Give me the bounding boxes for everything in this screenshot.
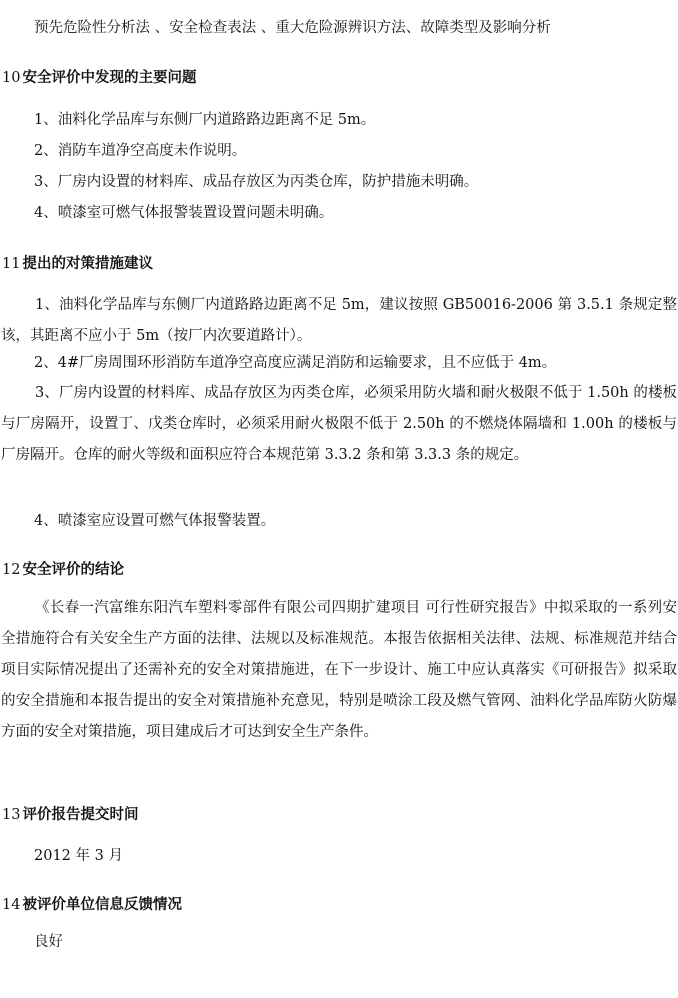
section-10-heading xyxy=(0,68,678,88)
list-item: 2、消防车道净空高度未作说明。 xyxy=(34,143,247,159)
section-number: 10 xyxy=(2,70,21,86)
submission-date: 2012 年 3 月 xyxy=(34,848,123,864)
methods-line: 预先危险性分析法 、安全检查表法 、重大危险源辨识方法、故障类型及影响分析 xyxy=(34,20,551,36)
section-number: 11 xyxy=(2,256,21,272)
list-item: 3、厂房内设置的材料库、成品存放区为丙类仓库，防护措施未明确。 xyxy=(34,174,479,190)
section-title: 评价报告提交时间 xyxy=(22,807,139,823)
section-title: 提出的对策措施建议 xyxy=(22,256,153,272)
section-13-heading xyxy=(0,805,678,825)
list-item: 1、油料化学品库与东侧厂内道路路边距离不足 5m，建议按照 GB50016-2006 第 3.5.1 条规定整该，其距离不应小于 5m（按厂内次要道路计）。 xyxy=(1,297,677,344)
section-number: 12 xyxy=(2,562,21,578)
section-14-heading xyxy=(0,895,678,915)
section-title: 安全评价中发现的主要问题 xyxy=(22,70,197,86)
list-item: 1、油料化学品库与东侧厂内道路路边距离不足 5m。 xyxy=(34,112,376,128)
section-11-heading xyxy=(0,254,678,274)
feedback-status: 良好 xyxy=(34,934,63,950)
section-12-heading xyxy=(0,560,678,580)
list-item: 2、4#厂房周围环形消防车道净空高度应满足消防和运输要求，且不应低于 4m。 xyxy=(34,355,557,371)
list-item: 4、喷漆室应设置可燃气体报警装置。 xyxy=(34,513,276,529)
list-item: 4、喷漆室可燃气体报警装置设置问题未明确。 xyxy=(34,205,334,221)
section-number: 14 xyxy=(2,897,21,913)
section-title: 被评价单位信息反馈情况 xyxy=(22,897,182,913)
section-number: 13 xyxy=(2,807,21,823)
conclusion-paragraph: 《长春一汽富维东阳汽车塑料零部件有限公司四期扩建项目 可行性研究报告》中拟采取的一系列安全措施符合有关安全生产方面的法律、法规以及标准规范。本报告依据相关法律、法规、标准规范并结合项目实际情况提出了还需补充的安全对策措施进，在下一步设计、施工中应认真落实《可研报告》拟采取的安全措施和本报告提出的安全对策措施补充意见，特别是喷涂工段及燃气管网、油料化学品库防火防爆方面的安全对策措施，项目建成后才可达到安全生产条件。 xyxy=(1,600,677,740)
section-title: 安全评价的结论 xyxy=(22,562,124,578)
list-item: 3、厂房内设置的材料库、成品存放区为丙类仓库，必须采用防火墙和耐火极限不低于 1.50h 的楼板与厂房隔开，设置丁、戊类仓库时，必须采用耐火极限不低于 2.50h 的不燃烧体隔墙和 1.00h 的楼板与厂房隔开。仓库的耐火等级和面积应符合本规范第 3.3.2 条和第 3.3.3 条的规定。 xyxy=(1,385,677,463)
